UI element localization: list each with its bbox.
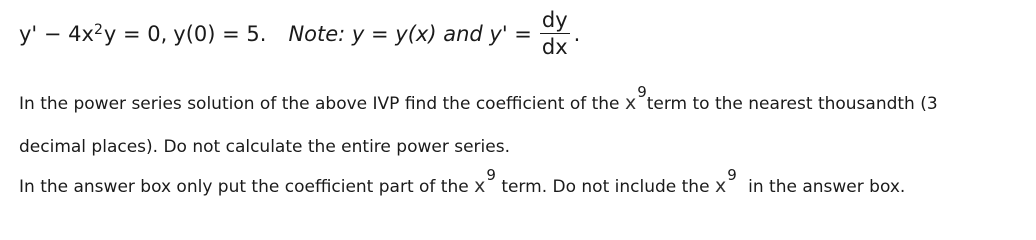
p1-x-variable: x bbox=[624, 92, 637, 114]
fraction-denominator: dx bbox=[541, 35, 568, 59]
instruction-paragraph-1 bbox=[19, 83, 938, 114]
p3-x-variable-1: x bbox=[474, 175, 486, 197]
p3-exponent-1: 9 bbox=[486, 166, 496, 184]
p3-text-after: in the answer box. bbox=[748, 177, 906, 197]
p1-exponent: 9 bbox=[637, 83, 647, 101]
instruction-paragraph-2: decimal places). Do not calculate the entire power series. bbox=[19, 137, 510, 157]
instruction-paragraph-3 bbox=[19, 166, 906, 197]
initial-condition: y(0) = 5. bbox=[173, 22, 267, 46]
p3-x-variable-2: x bbox=[714, 175, 727, 197]
p3-text-middle: term. Do not include the bbox=[501, 177, 710, 197]
p1-text-after: term to the nearest thousandth (3 bbox=[646, 94, 938, 114]
p3-text-before: In the answer box only put the coefficient part of the bbox=[19, 177, 469, 197]
equation-lhs: y' − 4x bbox=[19, 22, 94, 46]
equation-rhs: y = 0, bbox=[103, 22, 168, 46]
ivp-equation bbox=[19, 6, 580, 62]
note-text: Note: y = y(x) and y' = bbox=[288, 22, 532, 46]
p3-exponent-2: 9 bbox=[727, 166, 737, 184]
fraction-numerator: dy bbox=[541, 8, 568, 32]
p1-text-before: In the power series solution of the above IVP find the coefficient of the bbox=[19, 94, 620, 114]
equation-period: . bbox=[573, 22, 581, 46]
derivative-fraction bbox=[540, 10, 570, 58]
equation-exponent: 2 bbox=[93, 22, 103, 38]
